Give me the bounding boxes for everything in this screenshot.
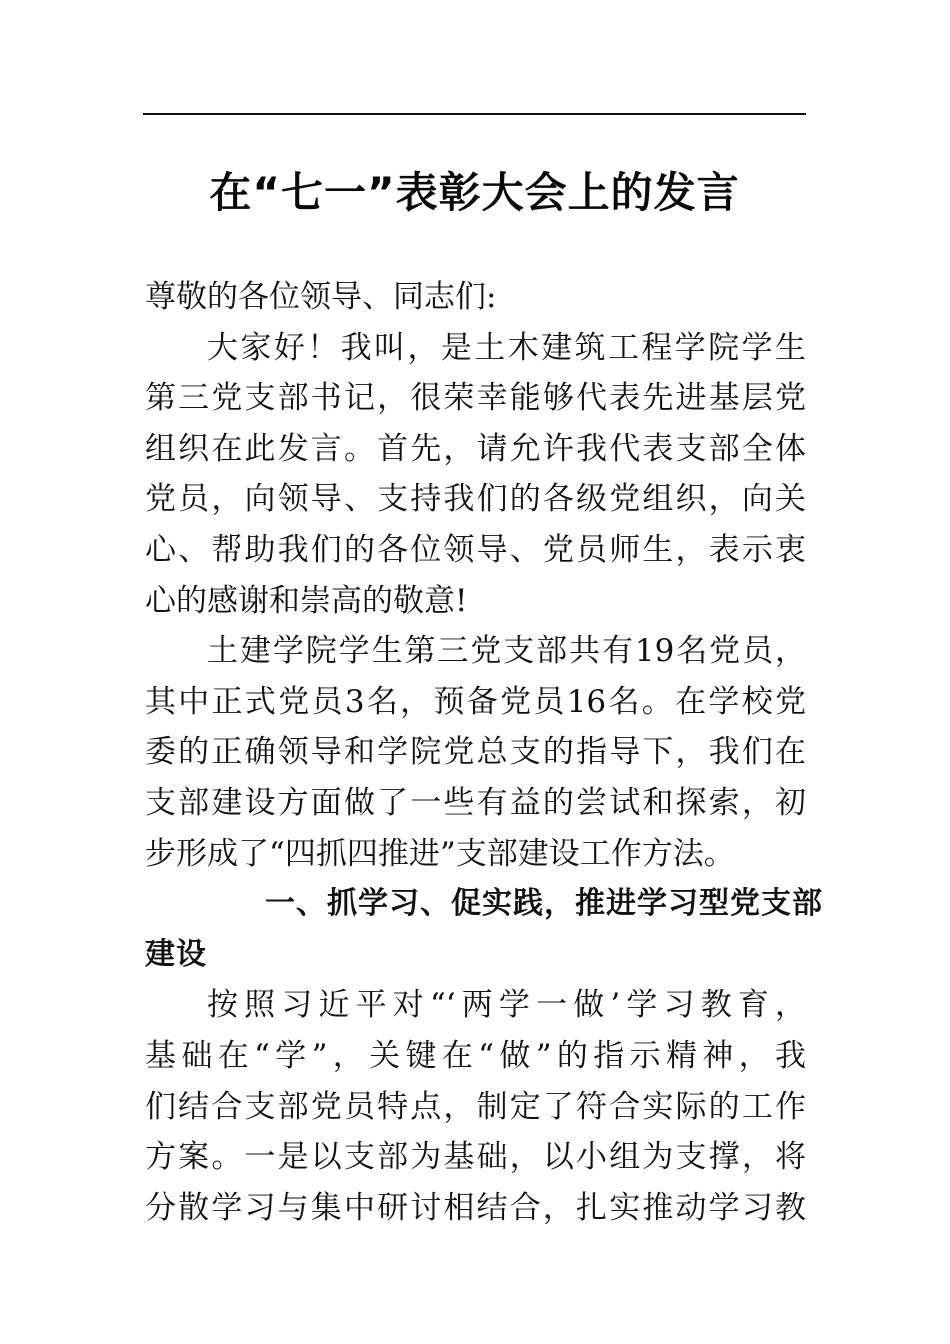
paragraph-line: 其中正式党员3名，预备党员16名。在学校党 <box>145 683 806 720</box>
paragraph-line: 土建学院学生第三党支部共有19名党员， <box>207 633 806 670</box>
paragraph-line: 组织在此发言。首先，请允许我代表支部全体 <box>145 430 806 467</box>
paragraph-line: 方案。一是以支部为基础，以小组为支撑，将 <box>145 1139 806 1176</box>
paragraph-line: 大家好！我叫，是土木建筑工程学院学生 <box>207 329 806 366</box>
header-rule <box>143 113 806 115</box>
paragraph-line: 心、帮助我们的各位领导、党员师生，表示衷 <box>145 531 806 568</box>
paragraph-line: 基础在“学”，关键在“做”的指示精神，我 <box>145 1037 806 1074</box>
document-body <box>145 272 823 1233</box>
paragraph-line: 委的正确领导和学院党总支的指导下，我们在 <box>145 734 806 771</box>
paragraph-line: 支部建设方面做了一些有益的尝试和探索，初 <box>145 784 806 821</box>
paragraph-line: 心的感谢和崇高的敬意! <box>145 582 468 619</box>
paragraph-line: 党员，向领导、支持我们的各级党组织，向关 <box>145 481 806 518</box>
paragraph-greeting <box>145 323 806 627</box>
paragraph-line: 们结合支部党员特点，制定了符合实际的工作 <box>145 1088 806 1125</box>
section-heading-1 <box>145 879 823 980</box>
paragraph-branch-overview <box>145 626 806 879</box>
salutation-line: 尊敬的各位领导、同志们: <box>145 279 497 315</box>
heading-line: 一、抓学习、促实践，推进学习型党支部 <box>265 886 823 922</box>
paragraph-study-plan <box>145 980 806 1233</box>
paragraph-line: 分散学习与集中研讨相结合，扎实推动学习教 <box>145 1189 806 1226</box>
document-title: 在“七一”表彰大会上的发言 <box>209 168 740 217</box>
salutation <box>145 272 806 323</box>
paragraph-line: 按照习近平对“‘两学一做’学习教育， <box>207 987 806 1024</box>
paragraph-line: 第三党支部书记，很荣幸能够代表先进基层党 <box>145 380 806 417</box>
paragraph-line: 步形成了“四抓四推进”支部建设工作方法。 <box>145 835 735 872</box>
heading-line: 建设 <box>145 936 207 972</box>
